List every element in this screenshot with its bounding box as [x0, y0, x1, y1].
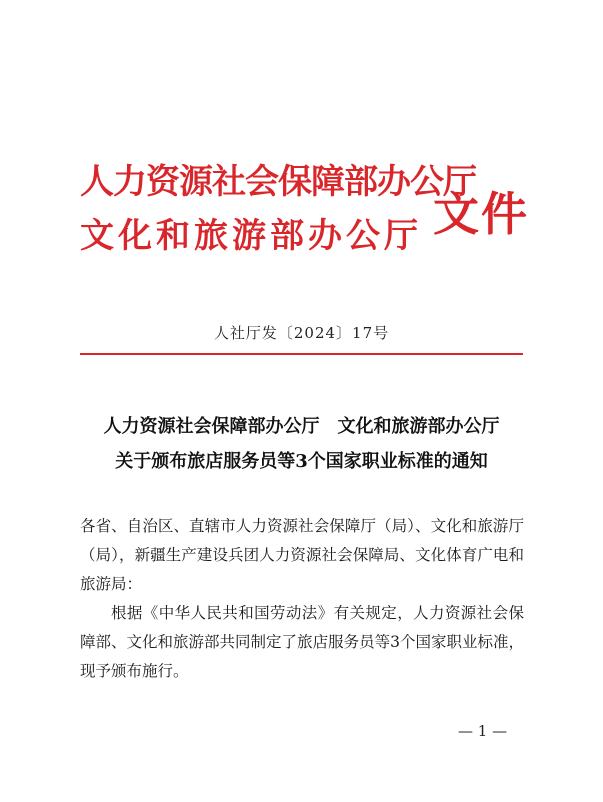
- issuer-line-hrss: 人力资源社会保障部办公厅: [80, 162, 476, 202]
- issuer-line-culture-tourism: 文化和旅游部办公厅: [80, 216, 420, 256]
- notice-title-line1: 人力资源社会保障部办公厅 文化和旅游部办公厅: [103, 416, 500, 437]
- document-number: 人社厅发〔2024〕17号: [213, 324, 390, 342]
- doc-type-label: 文件: [433, 187, 529, 241]
- body-paragraph: 根据《中华人民共和国劳动法》有关规定，人力资源社会保障部、文化和旅游部共同制定了旅店服务员等3个国家职业标准，现予颁布施行。: [80, 604, 524, 680]
- salutation-paragraph: 各省、自治区、直辖市人力资源社会保障厅（局）、文化和旅游厅（局），新疆生产建设兵团人力资源社会保障局、文化体育广电和旅游局：: [80, 517, 524, 593]
- notice-title-line2: 关于颁布旅店服务员等3个国家职业标准的通知: [115, 451, 488, 472]
- page-number: — 1 —: [458, 722, 508, 740]
- red-divider-line: [80, 353, 523, 355]
